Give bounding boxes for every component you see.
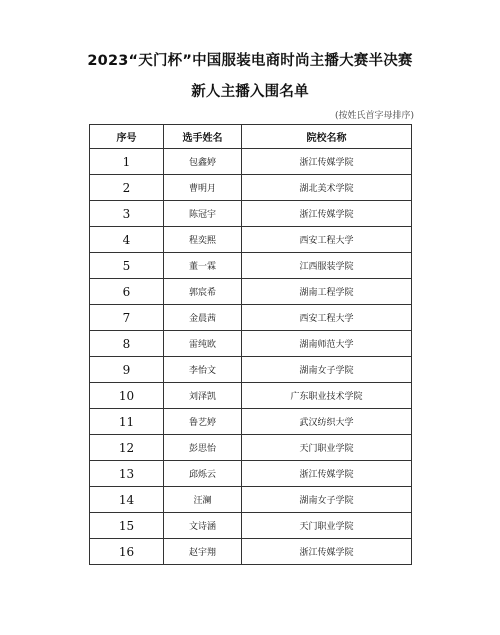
contestant-name: 金晨茜: [164, 305, 242, 331]
school-name: 湖北美术学院: [242, 175, 412, 201]
row-number: 12: [90, 435, 164, 461]
table-row: [90, 487, 412, 513]
contestant-name: 邱烁云: [164, 461, 242, 487]
table-row: [90, 383, 412, 409]
row-number: 14: [90, 487, 164, 513]
row-number: 16: [90, 539, 164, 565]
row-number: 4: [90, 227, 164, 253]
table-row: [90, 175, 412, 201]
row-number: 1: [90, 149, 164, 175]
table-row: [90, 331, 412, 357]
school-name: 西安工程大学: [242, 227, 412, 253]
school-name: 江西服装学院: [242, 253, 412, 279]
school-name: 浙江传媒学院: [242, 201, 412, 227]
contestant-name: 程奕熙: [164, 227, 242, 253]
row-number: 15: [90, 513, 164, 539]
school-name: 广东职业技术学院: [242, 383, 412, 409]
table-row: [90, 409, 412, 435]
school-name: 湖南师范大学: [242, 331, 412, 357]
row-number: 13: [90, 461, 164, 487]
header-name: 选手姓名: [164, 125, 242, 149]
contestant-name: 赵宇翔: [164, 539, 242, 565]
contestant-name: 陈冠宇: [164, 201, 242, 227]
row-number: 6: [90, 279, 164, 305]
school-name: 天门职业学院: [242, 513, 412, 539]
school-name: 天门职业学院: [242, 435, 412, 461]
table-row: [90, 227, 412, 253]
table-row: [90, 435, 412, 461]
contestant-name: 鲁艺婷: [164, 409, 242, 435]
header-school: 院校名称: [242, 125, 412, 149]
table-row: [90, 253, 412, 279]
contestant-name: 曹明月: [164, 175, 242, 201]
contestant-name: 董一霖: [164, 253, 242, 279]
table-row: [90, 149, 412, 175]
document-subtitle: 新人主播入围名单: [191, 84, 309, 100]
row-number: 3: [90, 201, 164, 227]
table-header-row: [90, 125, 412, 149]
contestant-name: 李怡文: [164, 357, 242, 383]
school-name: 浙江传媒学院: [242, 461, 412, 487]
sort-note: (按姓氏首字母排序): [334, 111, 414, 121]
row-number: 10: [90, 383, 164, 409]
table-row: [90, 513, 412, 539]
school-name: 武汉纺织大学: [242, 409, 412, 435]
contestant-name: 郭宸希: [164, 279, 242, 305]
row-number: 9: [90, 357, 164, 383]
document-title: 2023“天门杯”中国服装电商时尚主播大赛半决赛: [87, 53, 413, 69]
contestant-name: 汪澜: [164, 487, 242, 513]
contestant-name: 包鑫婷: [164, 149, 242, 175]
school-name: 浙江传媒学院: [242, 149, 412, 175]
contestant-name: 文诗涵: [164, 513, 242, 539]
contestant-name: 刘泽凯: [164, 383, 242, 409]
table-row: [90, 279, 412, 305]
school-name: 西安工程大学: [242, 305, 412, 331]
school-name: 湖南女子学院: [242, 357, 412, 383]
table-row: [90, 357, 412, 383]
finalist-table: [89, 124, 412, 565]
school-name: 浙江传媒学院: [242, 539, 412, 565]
contestant-name: 彭思怡: [164, 435, 242, 461]
school-name: 湖南女子学院: [242, 487, 412, 513]
row-number: 5: [90, 253, 164, 279]
table-row: [90, 201, 412, 227]
header-number: 序号: [90, 125, 164, 149]
row-number: 2: [90, 175, 164, 201]
row-number: 7: [90, 305, 164, 331]
table-row: [90, 461, 412, 487]
table-row: [90, 305, 412, 331]
school-name: 湖南工程学院: [242, 279, 412, 305]
row-number: 8: [90, 331, 164, 357]
row-number: 11: [90, 409, 164, 435]
table-row: [90, 539, 412, 565]
table-body: [90, 149, 412, 565]
contestant-name: 雷纯欧: [164, 331, 242, 357]
